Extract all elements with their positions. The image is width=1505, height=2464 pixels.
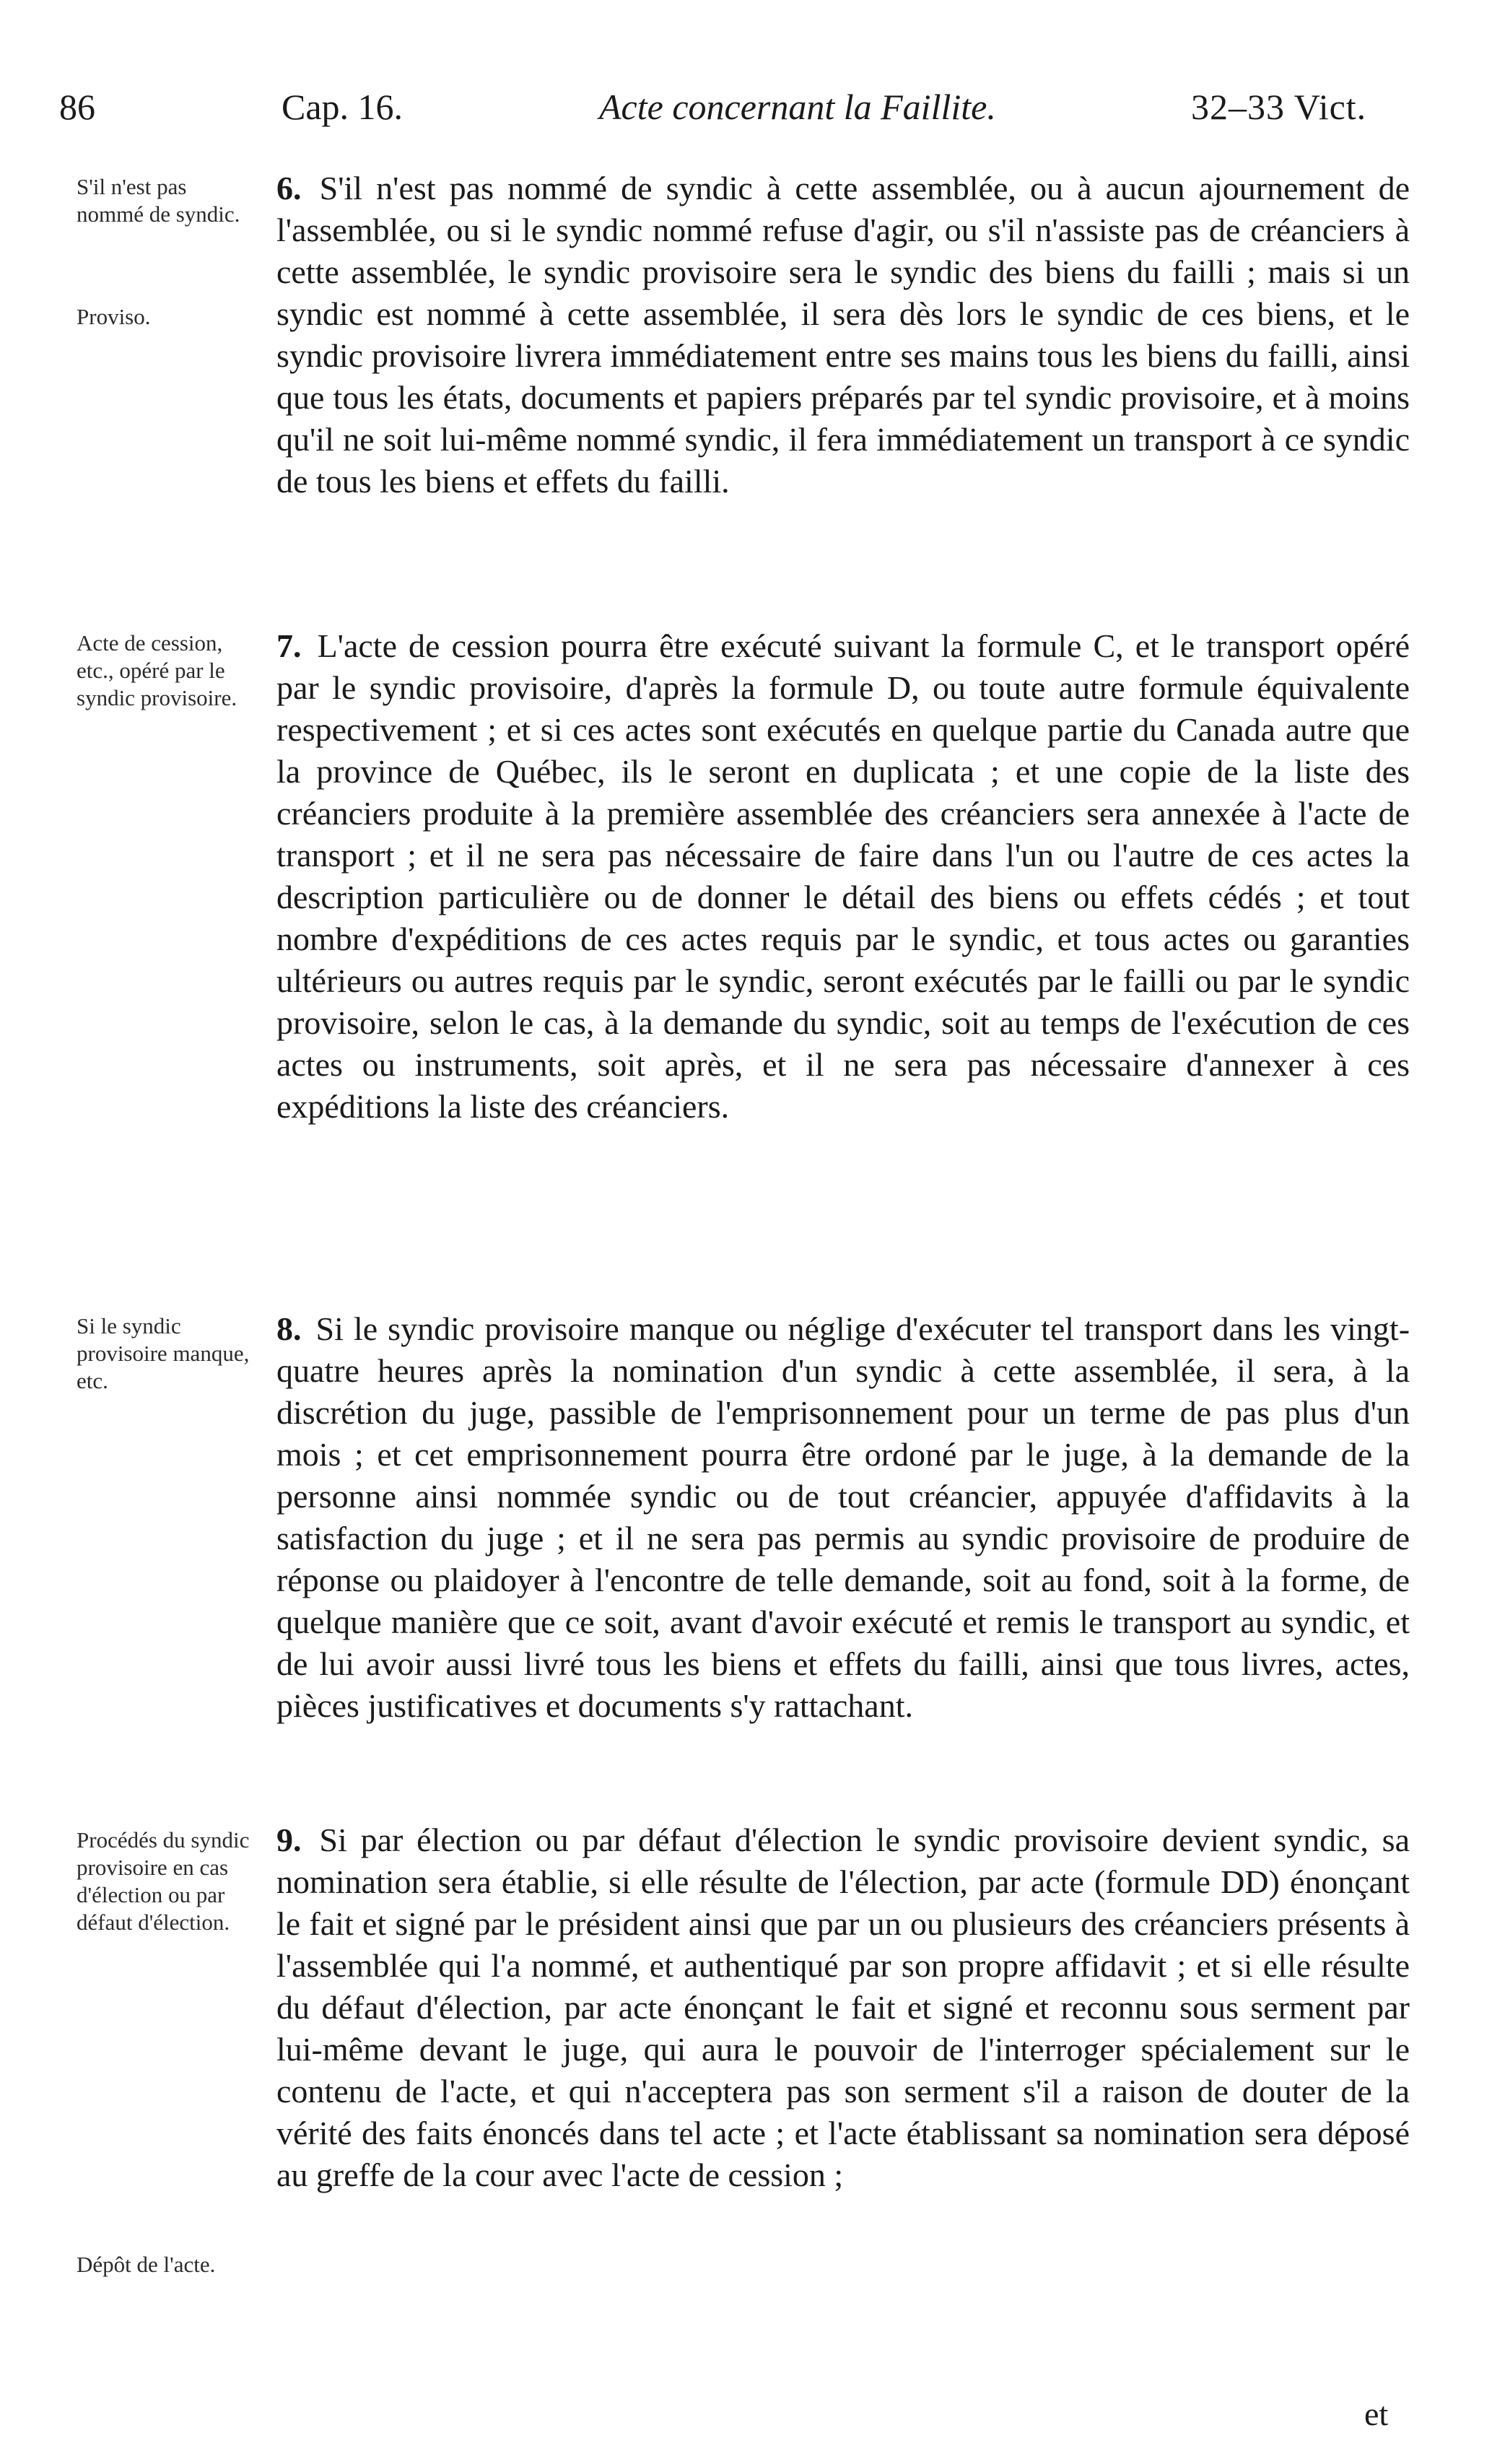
section-number: 8. <box>276 1310 302 1347</box>
section-9-paragraph <box>276 1819 1410 2196</box>
page-number: 86 <box>59 87 95 127</box>
section-9 <box>276 1819 1410 2196</box>
section-8 <box>276 1308 1410 1727</box>
section-7-paragraph <box>276 625 1410 1128</box>
section-text: S'il n'est pas nommé de syndic à cette assemblée, ou à aucun ajournement de l'assemblée, ou si le syndic nommé refuse d'agir, ou s'il n'assiste pas de créanciers à cette assemblée, le syndic provisoire sera le syndic des biens du failli ; mais si un syndic est nommé à cette assemblée, il sera dès lors le syndic de ces biens, et le syndic provisoire livrera immédiatement entre ses mains tous les biens du failli, ainsi que tous les états, documents et papiers préparés par tel syndic provisoire, et à moins qu'il ne soit lui-même nommé syndic, il fera immédiatement un transport à ce syndic de tous les biens et effets du failli. <box>276 170 1410 500</box>
section-7 <box>276 625 1410 1128</box>
section-6 <box>276 167 1410 502</box>
margin-note-proviso: Proviso. <box>77 304 151 329</box>
section-text: L'acte de cession pourra être exécuté suivant la formule C, et le transport opéré par le syndic provisoire, d'après la formule D, ou toute autre formule équivalente respectivement ; et si ces actes sont exécutés en quelque partie du Canada autre que la province de Québec, ils le seront en duplicata ; et une copie de la liste des créanciers produite à la première assemblée des créanciers sera annexée à l'acte de transport ; et il ne sera pas nécessaire de faire dans l'un ou l'autre de ces actes la description particulière ou de donner le détail des biens ou effets cédés ; et tout nombre d'expéditions de ces actes requis par le syndic, et tous actes ou garanties ultérieurs ou autres requis par le syndic, seront exécutés par le failli ou par le syndic provisoire, selon le cas, à la demande du syndic, soit au temps de l'exécution de ces actes ou instruments, soit après, et il ne sera pas nécessaire d'annexer à ces expéditions la liste des créanciers. <box>276 627 1410 1125</box>
section-text: Si par élection ou par défaut d'élection le syndic provisoire devient syndic, sa nomination sera établie, si elle résulte de l'élection, par acte (formule DD) énonçant le fait et signé par le président ainsi que par un ou plusieurs des créanciers présents à l'assemblée qui l'a nommé, et authentiqué par son propre affidavit ; et si elle résulte du défaut d'élection, par acte énonçant le fait et signé et reconnu sous serment par lui-même devant le juge, qui aura le pouvoir de l'interroger spécialement sur le contenu de l'acte, et qui n'acceptera pas son serment s'il a raison de douter de la vérité des faits énoncés dans tel acte ; et l'acte établissant sa nomination sera déposé au greffe de la cour avec l'acte de cession ; <box>276 1821 1410 2193</box>
margin-note-no-syndic: S'il n'est pas nommé de syndic. <box>77 174 240 227</box>
margin-note-acte-de-cession: Acte de cession, etc., opéré par le syndic provisoire. <box>77 630 237 710</box>
section-6-paragraph <box>276 167 1410 502</box>
section-number: 6. <box>276 170 302 206</box>
regnal-year: 32–33 Vict. <box>1191 87 1367 127</box>
section-number: 9. <box>276 1821 302 1858</box>
margin-note-depot-de-l-acte: Dépôt de l'acte. <box>77 2252 216 2277</box>
margin-note-syndic-manque: Si le syndic provisoire manque, etc. <box>77 1313 250 1393</box>
chapter-label: Cap. 16. <box>282 87 403 127</box>
margin-note-procedes-du-syndic: Procédés du syndic provisoire en cas d'élection ou par défaut d'élection. <box>77 1827 250 1935</box>
section-number: 7. <box>276 627 302 664</box>
section-text: Si le syndic provisoire manque ou néglige d'exécuter tel transport dans les vingt-quatre heures après la nomination d'un syndic à cette assemblée, il sera, à la discrétion du juge, passible de l'emprisonnement pour un terme de pas plus d'un mois ; et cet emprisonnement pourra être ordoné par le juge, à la demande de la personne ainsi nommée syndic ou de tout créancier, appuyée d'affidavits à la satisfaction du juge ; et il ne sera pas permis au syndic provisoire de produire de réponse ou plaidoyer à l'encontre de telle demande, soit au fond, soit à la forme, de quelque manière que ce soit, avant d'avoir exécuté et remis le transport au syndic, et de lui avoir aussi livré tous les biens et effets du failli, ainsi que tous livres, actes, pièces justificatives et documents s'y rattachant. <box>276 1310 1410 1724</box>
catchword: et <box>1364 2395 1389 2432</box>
section-8-paragraph <box>276 1308 1410 1727</box>
running-header <box>0 78 1505 136</box>
running-title: Acte concernant la Faillite. <box>599 87 996 127</box>
